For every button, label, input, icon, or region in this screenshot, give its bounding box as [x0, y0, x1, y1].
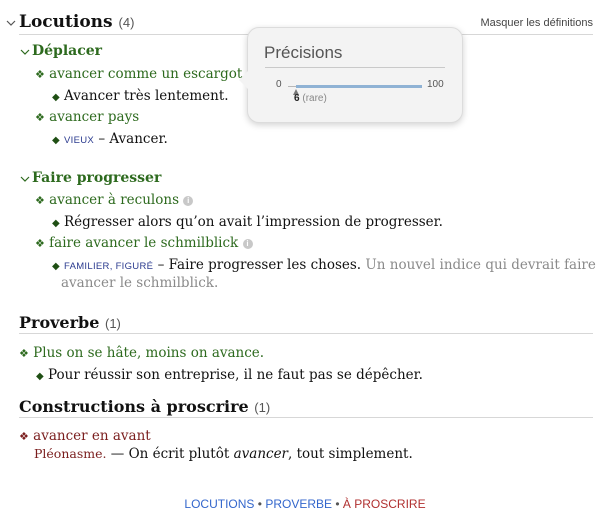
- definition-text: Pour réussir son entreprise, il ne faut pas se dépêcher.: [48, 367, 423, 383]
- definition-text: Régresser alors qu’on avait l’impression de progresser.: [64, 214, 443, 230]
- example-text-continued: avancer le schmilblick.: [61, 275, 219, 291]
- section-nav: [0, 497, 610, 511]
- bullet-icon: ❖: [19, 347, 29, 360]
- bullet-icon: ◆: [36, 371, 44, 382]
- nav-link-locutions[interactable]: LOCUTIONS: [184, 497, 255, 511]
- usage-tag[interactable]: FAMILIER, FIGURÉ: [64, 261, 154, 272]
- frequency-fill: [296, 85, 422, 88]
- locution-link[interactable]: avancer comme un escargot: [49, 66, 243, 82]
- definition-text: – Faire progresser les choses.: [157, 257, 362, 273]
- scale-max: 100: [427, 79, 444, 90]
- scale-min: 0: [276, 79, 282, 90]
- section-count: (1): [254, 400, 271, 415]
- info-icon[interactable]: i: [183, 196, 193, 206]
- definition: [52, 214, 443, 230]
- chevron-down-icon[interactable]: [6, 20, 16, 26]
- section-title-locutions[interactable]: [19, 12, 134, 32]
- popup-arrow: [239, 71, 248, 89]
- proverb-link[interactable]: Plus on se hâte, moins on avance.: [33, 345, 265, 361]
- definition: [36, 367, 423, 383]
- definition: [52, 257, 596, 273]
- note-italic: avancer: [233, 446, 289, 462]
- bullet-icon: ❖: [35, 237, 45, 250]
- section-title-text: Locutions: [19, 12, 113, 32]
- bullet-icon: ❖: [19, 430, 29, 443]
- section-count: (4): [118, 15, 135, 30]
- bullet-icon: ❖: [35, 111, 45, 124]
- bullet-icon: ◆: [52, 135, 60, 146]
- section-divider: [19, 417, 593, 418]
- note-text: , tout simplement.: [288, 446, 413, 462]
- frequency-value: [294, 93, 327, 104]
- chevron-down-icon[interactable]: [20, 49, 30, 55]
- nav-link-proverbe[interactable]: PROVERBE: [265, 497, 332, 511]
- bullet-icon: ◆: [52, 261, 60, 272]
- list-item: [35, 109, 139, 125]
- bullet-icon: ❖: [35, 194, 45, 207]
- locution-link[interactable]: avancer à reculons: [49, 192, 179, 208]
- usage-tag[interactable]: VIEUX: [64, 135, 95, 146]
- list-item: [19, 428, 151, 444]
- note-label: Pléonasme.: [34, 446, 107, 461]
- section-title-proscrire[interactable]: [19, 397, 270, 416]
- definition-text: – Avancer.: [98, 131, 168, 147]
- popup-title: Précisions: [264, 43, 343, 62]
- frequency-label: (rare): [302, 93, 327, 104]
- bullet-icon: ❖: [35, 68, 45, 81]
- nav-separator: •: [257, 497, 262, 511]
- section-title-text: Constructions à proscrire: [19, 397, 249, 416]
- precisions-popup: [247, 27, 463, 123]
- nav-separator: •: [335, 497, 340, 511]
- definition-text: Avancer très lentement.: [64, 88, 229, 104]
- popup-divider: [265, 67, 445, 68]
- locution-link[interactable]: avancer pays: [49, 109, 140, 125]
- section-title-proverbe[interactable]: [19, 313, 121, 332]
- info-icon[interactable]: i: [243, 239, 253, 249]
- section-title-text: Proverbe: [19, 313, 100, 332]
- hide-definitions-link[interactable]: Masquer les définitions: [480, 17, 593, 29]
- section-divider: [19, 333, 593, 334]
- proscribed-phrase[interactable]: avancer en avant: [33, 428, 151, 444]
- group-title-faire-progresser[interactable]: Faire progresser: [32, 170, 162, 186]
- nav-link-proscrire[interactable]: À PROSCRIRE: [342, 497, 426, 511]
- proscribed-note: [34, 446, 413, 462]
- list-item: [35, 235, 253, 251]
- chevron-down-icon[interactable]: [20, 176, 30, 182]
- list-item: [19, 345, 264, 361]
- note-text: — On écrit plutôt: [106, 446, 234, 462]
- frequency-scale: [288, 86, 422, 87]
- bullet-icon: ◆: [52, 218, 60, 229]
- locution-link[interactable]: faire avancer le schmilblick: [49, 235, 239, 251]
- section-count: (1): [104, 316, 121, 331]
- list-item: [35, 66, 257, 82]
- group-title-deplacer[interactable]: Déplacer: [32, 43, 103, 59]
- definition: [52, 88, 229, 104]
- example-text: Un nouvel indice qui devrait faire: [365, 257, 596, 273]
- frequency-number: 6: [294, 93, 300, 104]
- list-item: [35, 192, 193, 208]
- bullet-icon: ◆: [52, 92, 60, 103]
- definition: [52, 131, 168, 147]
